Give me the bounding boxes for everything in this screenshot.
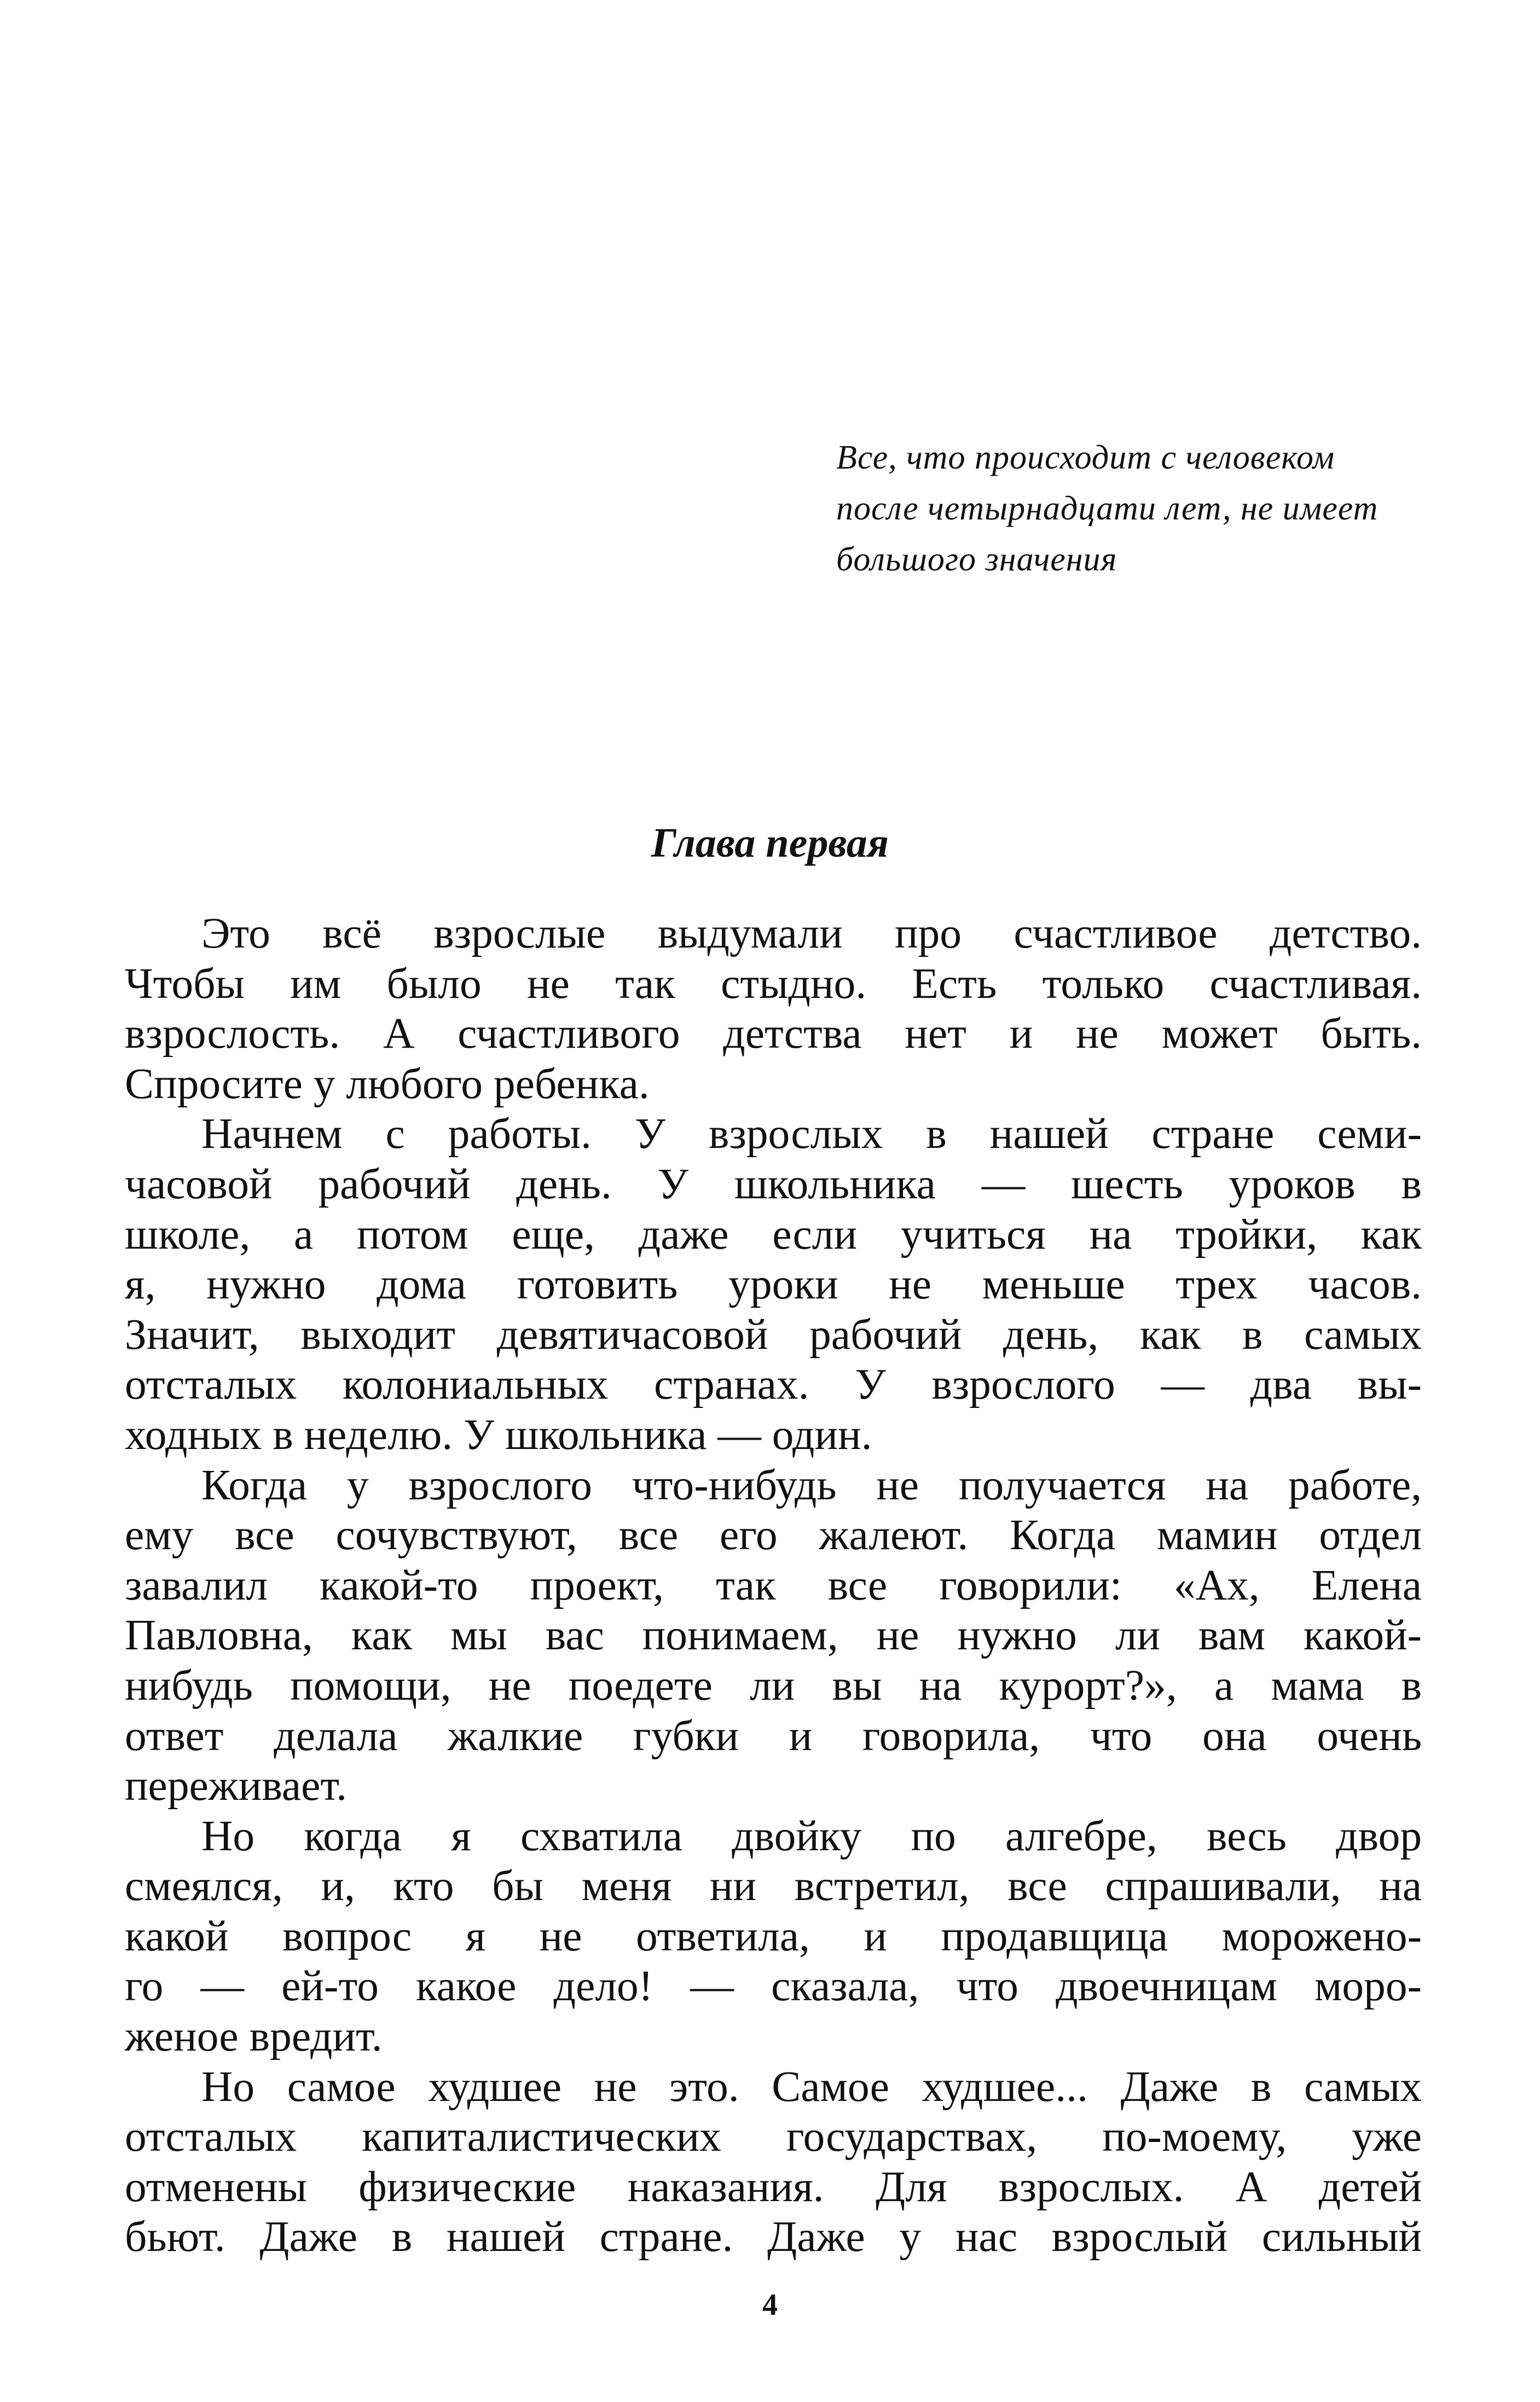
text-line: Спросите у любого ребенка.: [125, 1059, 650, 1108]
text-line: ему все сочувствуют, все его жалеют. Когда мамин отдел: [125, 1511, 1422, 1560]
text-line: часовой рабочий день. У школьника — шесть уроков в: [125, 1159, 1422, 1208]
paragraph: [125, 2062, 1422, 2262]
chapter-title: Глава первая: [651, 820, 889, 866]
text-line: завалил какой-то проект, так все говорили: «Ах, Елена: [125, 1561, 1422, 1609]
text-line: Значит, выходит девятичасовой рабочий день, как в самых: [125, 1310, 1422, 1359]
text-line: нибудь помощи, не поедете ли вы на курорт?», а мама в: [125, 1661, 1422, 1710]
text-line: ответ делала жалкие губки и говорила, что она очень: [125, 1711, 1422, 1760]
text-line: ходных в неделю. У школьника — один.: [125, 1410, 872, 1459]
text-line: переживает.: [125, 1762, 348, 1810]
text-line: школе, а потом еще, даже если учиться на тройки, как: [125, 1210, 1422, 1258]
text-line: Но самое худшее не это. Самое худшее... Даже в самых: [201, 2062, 1422, 2111]
text-line: Павловна, как мы вас понимаем, не нужно ли вам какой-: [125, 1611, 1422, 1660]
page-number: 4: [762, 2288, 778, 2322]
paragraph: [125, 1460, 1422, 1811]
text-line: Чтобы им было не так стыдно. Есть только счастливая.: [125, 959, 1422, 1008]
text-line: смеялся, и, кто бы меня ни встретил, все спрашивали, на: [125, 1862, 1422, 1910]
text-line: Это всё взрослые выдумали про счастливое детство.: [201, 909, 1422, 957]
paragraph: [125, 909, 1422, 1109]
text-line: Но когда я схватила двойку по алгебре, весь двор: [201, 1811, 1422, 1860]
text-line: отсталых капиталистических государствах, по-моему, уже: [125, 2112, 1422, 2161]
paragraph: [125, 1109, 1422, 1460]
text-line: го — ей-то какое дело! — сказала, что двоечницам моро-: [125, 1962, 1422, 2011]
text-line: отсталых колониальных странах. У взрослого — два вы-: [125, 1360, 1422, 1409]
epigraph: [836, 432, 1438, 585]
text-line: я, нужно дома готовить уроки не меньше трех часов.: [125, 1260, 1422, 1309]
epigraph-line: Все, что происходит с человеком: [836, 439, 1335, 476]
epigraph-line: большого значения: [836, 541, 1118, 578]
paragraph: [125, 1811, 1422, 2062]
text-line: бьют. Даже в нашей стране. Даже у нас взрослый сильный: [125, 2213, 1422, 2261]
body-text: [125, 909, 1422, 2262]
text-line: взрослость. А счастливого детства нет и не может быть.: [125, 1009, 1422, 1058]
text-line: женое вредит.: [125, 2012, 383, 2061]
text-line: Начнем с работы. У взрослых в нашей стране семи-: [201, 1110, 1422, 1158]
text-line: какой вопрос я не ответила, и продавщица морожено-: [125, 1912, 1422, 1960]
text-line: Когда у взрослого что-нибудь не получается на работе,: [201, 1460, 1422, 1509]
text-line: отменены физические наказания. Для взрослых. А детей: [125, 2162, 1422, 2211]
epigraph-line: после четырнадцати лет, не имеет: [836, 490, 1379, 527]
